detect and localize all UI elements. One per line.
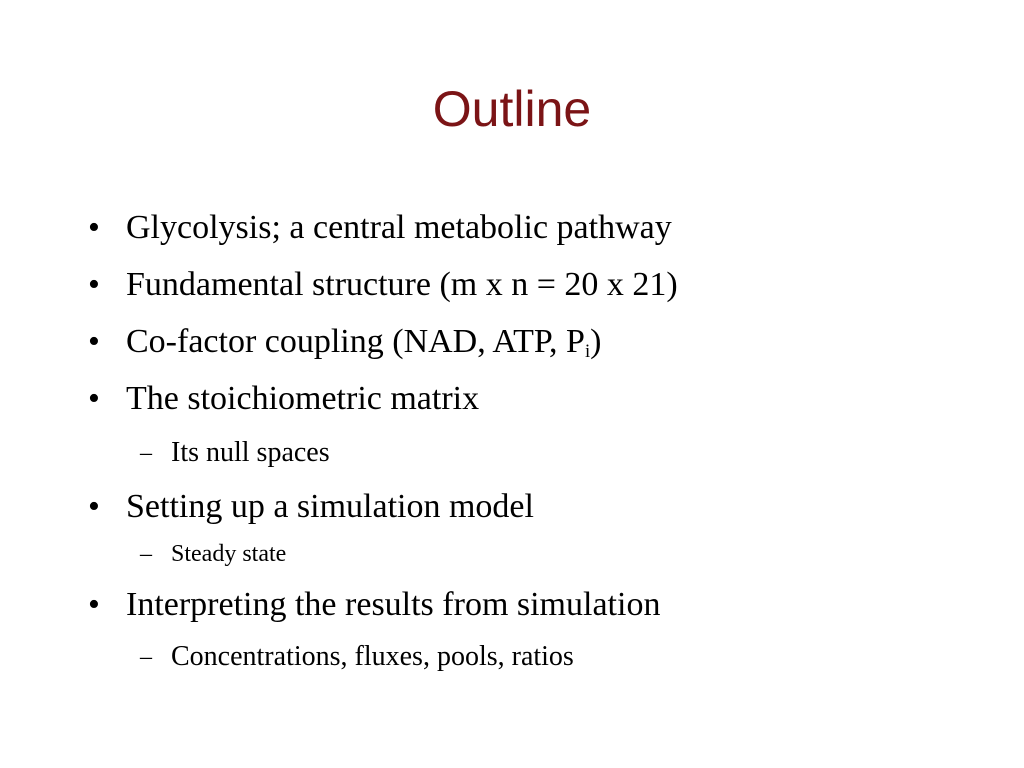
sub-bullet-dash: – <box>140 541 152 567</box>
bullet-text <box>126 322 602 362</box>
bullet-text: Interpreting the results from simulation <box>126 586 661 623</box>
bullet-text-main: Co-factor coupling (NAD, ATP, P <box>126 323 585 360</box>
bullet-dot: • <box>88 209 100 246</box>
sub-bullet-text: Concentrations, fluxes, pools, ratios <box>171 641 574 672</box>
sub-bullet-text: Steady state <box>171 541 287 567</box>
sub-bullet-dash: – <box>140 440 152 466</box>
bullet-text: Glycolysis; a central metabolic pathway <box>126 209 672 246</box>
bullet-dot: • <box>88 586 100 623</box>
subscript-i: i <box>584 341 591 363</box>
bullet-text-tail: ) <box>590 323 602 360</box>
sub-bullet-dash: – <box>140 644 152 670</box>
bullet-text: Fundamental structure (m x n = 20 x 21) <box>126 266 678 303</box>
bullet-dot: • <box>88 266 100 303</box>
bullet-text: Setting up a simulation model <box>126 488 534 525</box>
sub-bullet-text: Its null spaces <box>171 437 330 468</box>
bullet-text: The stoichiometric matrix <box>126 380 480 417</box>
bullet-dot: • <box>88 488 100 525</box>
bullet-dot: • <box>88 323 100 360</box>
slide-title: Outline <box>432 81 592 137</box>
bullet-dot: • <box>88 380 100 417</box>
